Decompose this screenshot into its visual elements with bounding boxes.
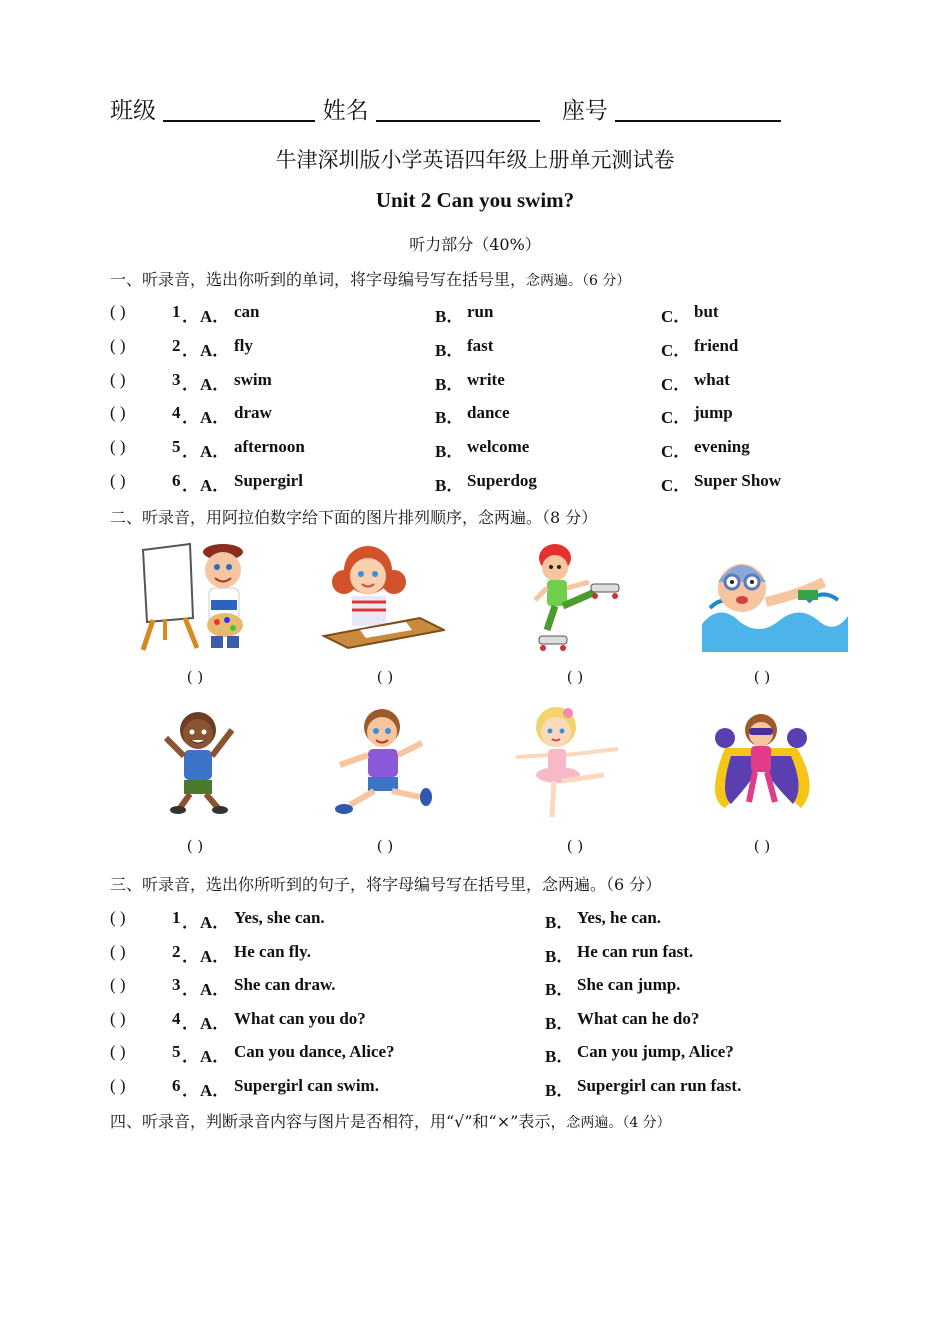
answer-slot[interactable]: ( ) <box>566 668 584 686</box>
seat-field[interactable] <box>615 96 781 122</box>
option-c-text: Super Show <box>694 471 782 490</box>
option-a-letter: A． <box>200 1047 230 1067</box>
answer-paren[interactable]: ( ) <box>110 335 126 355</box>
option-b-text: fast <box>467 335 494 355</box>
question-row <box>110 1076 830 1102</box>
answer-slot[interactable]: ( ) <box>376 837 394 855</box>
question-number: 3 <box>172 369 181 389</box>
section1-title <box>110 267 630 290</box>
option-b-letter: B． <box>545 946 574 966</box>
option-b-text: write <box>467 369 505 389</box>
option-b-letter: B． <box>435 476 464 495</box>
question-number: 6 <box>172 471 181 490</box>
option-b-letter: B． <box>545 913 574 932</box>
option-b-letter: B． <box>545 1013 574 1033</box>
option-b-text: run <box>467 302 494 321</box>
option-a-text: Can you dance, Alice? <box>234 1042 395 1062</box>
answer-paren[interactable]: ( ) <box>110 1042 126 1062</box>
option-b-letter: B． <box>545 1047 574 1067</box>
name-field[interactable] <box>376 96 540 122</box>
running-boy-picture <box>330 705 435 820</box>
section3-title: 三、听录音，选出你所听到的句子，将字母编号写在括号里，念两遍。（6 分） <box>110 875 662 894</box>
answer-paren[interactable]: ( ) <box>110 302 126 321</box>
section4-title-text: 四、听录音，判断录音内容与图片是否相符，用“√”和“×”表示， <box>110 1112 567 1131</box>
class-field[interactable] <box>163 96 315 122</box>
option-b-letter: B． <box>545 1081 574 1100</box>
option-c-letter: C． <box>661 374 691 394</box>
option-c-letter: C． <box>661 307 691 326</box>
question-row <box>110 471 830 497</box>
option-b-text: Yes, he can. <box>577 908 662 927</box>
option-c-letter: C． <box>661 476 691 495</box>
answer-slot[interactable]: ( ) <box>376 668 394 686</box>
option-c-text: but <box>694 302 719 321</box>
class-label: 班级 <box>110 98 156 124</box>
question-number-dot: ． <box>182 476 199 495</box>
question-number-dot: ． <box>182 1047 199 1067</box>
option-a-text: What can you do? <box>234 1008 366 1028</box>
option-b-letter: B． <box>435 307 464 326</box>
option-b-text: She can jump. <box>577 975 681 995</box>
question-row <box>110 336 830 362</box>
option-c-letter: C． <box>661 340 691 360</box>
option-c-text: jump <box>694 403 733 423</box>
question-row <box>110 908 830 934</box>
option-b-text: Supergirl can run fast. <box>577 1076 742 1095</box>
dancing-girl-picture <box>512 705 622 823</box>
option-b-letter: B． <box>435 408 464 428</box>
student-info-header <box>110 92 781 125</box>
option-c-text: evening <box>694 437 750 457</box>
question-row <box>110 1009 830 1035</box>
answer-paren[interactable]: ( ) <box>110 1008 126 1028</box>
option-a-letter: A． <box>200 374 230 394</box>
option-c-text: what <box>694 369 730 389</box>
section4-note: 念两遍。（4 分） <box>566 1115 671 1131</box>
question-number: 1 <box>172 908 181 927</box>
answer-slot[interactable]: ( ) <box>186 837 204 855</box>
question-row <box>110 302 830 328</box>
option-b-text: Can you jump, Alice? <box>577 1042 734 1062</box>
question-row <box>110 1042 830 1068</box>
answer-slot[interactable]: ( ) <box>186 668 204 686</box>
question-row <box>110 370 830 396</box>
option-a-text: swim <box>234 369 272 389</box>
option-a-text: Supergirl can swim. <box>234 1076 379 1095</box>
jumping-boy-picture <box>158 708 243 818</box>
question-row <box>110 942 830 968</box>
question-row <box>110 403 830 429</box>
option-b-letter: B． <box>435 442 464 462</box>
question-number-dot: ． <box>182 340 199 360</box>
answer-paren[interactable]: ( ) <box>110 941 126 961</box>
option-a-letter: A． <box>200 1013 230 1033</box>
option-a-text: Supergirl <box>234 471 303 490</box>
option-a-text: can <box>234 302 260 321</box>
section1-note: 念两遍。（6 分） <box>526 273 631 289</box>
question-number-dot: ． <box>182 408 199 428</box>
option-a-text: draw <box>234 403 272 423</box>
option-a-letter: A． <box>200 408 230 428</box>
option-b-text: welcome <box>467 437 530 457</box>
option-a-letter: A． <box>200 1081 230 1100</box>
option-a-letter: A． <box>200 913 230 932</box>
option-a-letter: A． <box>200 946 230 966</box>
option-a-letter: A． <box>200 980 230 1000</box>
option-a-letter: A． <box>200 307 230 326</box>
question-number: 2 <box>172 941 181 961</box>
option-b-letter: B． <box>435 374 464 394</box>
option-b-letter: B． <box>435 340 464 360</box>
option-a-letter: A． <box>200 476 230 495</box>
answer-paren[interactable]: ( ) <box>110 1076 126 1095</box>
question-number: 2 <box>172 335 181 355</box>
question-number-dot: ． <box>182 374 199 394</box>
listening-part-heading: 听力部分（40%） <box>409 235 541 254</box>
flying-supergirl-picture <box>705 708 820 818</box>
question-number: 3 <box>172 975 181 995</box>
option-c-letter: C． <box>661 408 691 428</box>
painting-boy-picture <box>135 540 255 652</box>
question-row <box>110 975 830 1001</box>
option-b-text: He can run fast. <box>577 941 694 961</box>
option-a-text: afternoon <box>234 437 305 457</box>
question-number: 5 <box>172 437 181 457</box>
question-number: 1 <box>172 302 181 321</box>
answer-paren[interactable]: ( ) <box>110 403 126 423</box>
question-number-dot: ． <box>182 1081 199 1100</box>
option-a-text: fly <box>234 335 253 355</box>
question-number-dot: ． <box>182 1013 199 1033</box>
answer-paren[interactable]: ( ) <box>110 369 126 389</box>
answer-paren[interactable]: ( ) <box>110 975 126 995</box>
answer-slot[interactable]: ( ) <box>753 668 771 686</box>
option-b-text: dance <box>467 403 510 423</box>
section1-title-text: 一、听录音，选出你听到的单词，将字母编号写在括号里， <box>110 270 527 289</box>
question-number-dot: ． <box>182 980 199 1000</box>
option-b-text: Superdog <box>467 471 537 490</box>
answer-paren[interactable]: ( ) <box>110 908 126 927</box>
question-number: 5 <box>172 1042 181 1062</box>
option-a-text: Yes, she can. <box>234 908 325 927</box>
swimming-boy-picture <box>700 542 850 652</box>
section2-title: 二、听录音，用阿拉伯数字给下面的图片排列顺序，念两遍。（8 分） <box>110 508 598 527</box>
option-a-letter: A． <box>200 340 230 360</box>
option-c-text: friend <box>694 335 739 355</box>
option-a-text: She can draw. <box>234 975 336 995</box>
question-number: 4 <box>172 403 181 423</box>
skating-boy-picture <box>525 540 625 652</box>
question-number-dot: ． <box>182 913 199 932</box>
answer-slot[interactable]: ( ) <box>566 837 584 855</box>
option-c-letter: C． <box>661 442 691 462</box>
answer-slot[interactable]: ( ) <box>753 837 771 855</box>
question-number-dot: ． <box>182 307 199 326</box>
option-a-text: He can fly. <box>234 941 311 961</box>
option-b-letter: B． <box>545 980 574 1000</box>
option-a-letter: A． <box>200 442 230 462</box>
answer-paren[interactable]: ( ) <box>110 437 126 457</box>
name-label: 姓名 <box>322 98 369 124</box>
seat-label: 座号 <box>561 98 608 124</box>
question-number: 6 <box>172 1076 181 1095</box>
question-number: 4 <box>172 1008 181 1028</box>
answer-paren[interactable]: ( ) <box>110 471 126 490</box>
writing-girl-picture <box>320 540 445 652</box>
question-number-dot: ． <box>182 442 199 462</box>
section4-title <box>110 1109 671 1132</box>
question-number-dot: ． <box>182 946 199 966</box>
question-row <box>110 437 830 463</box>
option-b-text: What can he do? <box>577 1008 700 1028</box>
page-title: 牛津深圳版小学英语四年级上册单元测试卷 <box>275 148 675 172</box>
unit-title: Unit 2 Can you swim? <box>375 188 575 212</box>
